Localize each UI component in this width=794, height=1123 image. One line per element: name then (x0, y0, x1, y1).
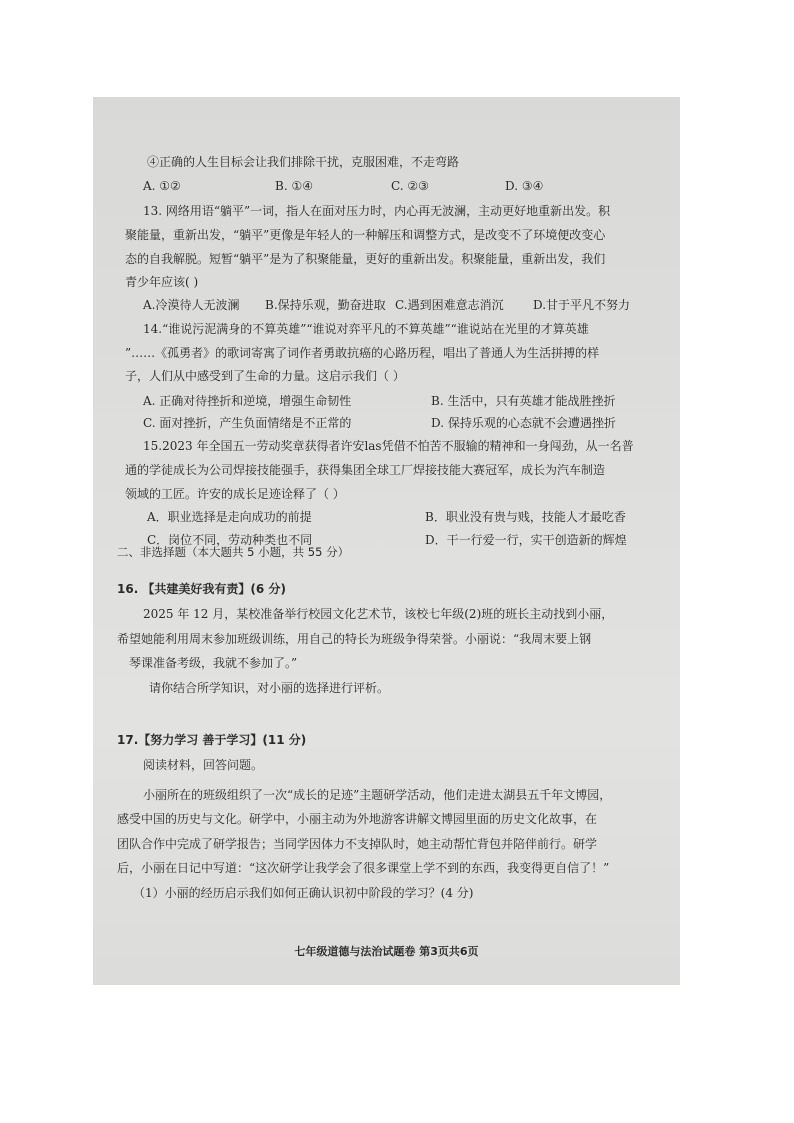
q12-option-c: C. ②③ (391, 179, 429, 193)
q15-option-a: A．职业选择是走向成功的前提 (147, 510, 312, 524)
q15-line-2: 通的学徒成长为公司焊接技能强手，获得集团全球工厂焊接技能大赛冠军，成长为汽车制造 (125, 463, 606, 477)
q14-option-b: B. 生活中，只有英雄才能战胜挫折 (431, 394, 616, 408)
q16-line-3: 琴课准备考级，我就不参加了。” (129, 656, 298, 670)
q17-intro: 阅读材料，回答问题。 (143, 758, 264, 772)
q17-subquestion-1: （1）小丽的经历启示我们如何正确认识初中阶段的学习？(4 分) (133, 886, 474, 900)
q17-title: 17.【努力学习 善于学习】(11 分) (117, 733, 307, 747)
q13-option-a: A.冷漠待人无波澜 (143, 298, 240, 312)
q14-option-d: D. 保持乐观的心态就不会遭遇挫折 (431, 416, 616, 430)
q13-option-b: B.保持乐观，勤奋进取 (265, 298, 386, 312)
q13-line-2: 聚能量，重新出发，“躺平”更像是年轻人的一种解压和调整方式，是改变不了环境便改变心 (125, 228, 606, 242)
q14-option-c: C. 面对挫折，产生负面情绪是不正常的 (143, 416, 352, 430)
q13-option-d: D.甘于平凡不努力 (533, 298, 631, 312)
q15-line-3: 领域的工匠。许安的成长足迹诠释了（ ） (125, 487, 345, 501)
q15-option-b: B．职业没有贵与贱，技能人才最吃香 (425, 510, 626, 524)
q13-option-c: C.遇到困难意志消沉 (395, 298, 504, 312)
q14-option-a: A. 正确对待挫折和逆境，增强生命韧性 (143, 394, 352, 408)
q14-line-1: 14.“谁说污泥满身的不算英雄”“谁说对弈平凡的不算英雄”“谁说站在光里的才算英雄 (143, 322, 589, 336)
q13-line-4: 青少年应该( ) (125, 275, 199, 289)
exam-sheet (93, 97, 680, 985)
q14-line-3: 子，人们从中感受到了生命的力量。这启示我们（ ） (125, 369, 405, 383)
q13-line-1: 13. 网络用语“躺平”一词，指人在面对压力时，内心再无波澜，主动更好地重新出发。积 (143, 204, 611, 218)
q16-line-1: 2025 年 12 月，某校准备举行校园文化艺术节，该校七年级(2)班的班长主动找到小丽， (143, 607, 614, 621)
q16-title: 16. 【共建美好我有责】(6 分) (117, 582, 286, 596)
q12-option-a: A. ①② (143, 179, 181, 193)
q12-statement-4: ④正确的人生目标会让我们排除干扰，克服困难，不走弯路 (147, 155, 460, 169)
q12-option-d: D. ③④ (505, 179, 544, 193)
section-2-heading: 二、非选择题（本大题共 5 小题，共 55 分） (117, 545, 350, 559)
q15-option-d: D．干一行爱一行，实干创造新的辉煌 (425, 533, 627, 547)
q15-line-1: 15.2023 年全国五一劳动奖章获得者许安las凭借不怕苦不服输的精神和一身闯劲，从一名普 (143, 439, 634, 453)
q15-option-c: C．岗位不同，劳动种类也不同 (147, 533, 313, 547)
q17-line-2: 感受中国的历史与文化。研学中，小丽主动为外地游客讲解文博园里面的历史文化故事，在 (117, 812, 598, 826)
q17-line-1: 小丽所在的班级组织了一次“成长的足迹”主题研学活动，他们走进太湖县五千年文博园， (143, 788, 612, 802)
q13-line-3: 态的自我解脱。短暂“躺平”是为了积聚能量，更好的重新出发。积聚能量，重新出发，我们 (125, 252, 606, 266)
page-footer: 七年级道德与法治试题卷 第3页共6页 (294, 945, 479, 958)
q17-line-4: 后，小丽在日记中写道：“这次研学让我学会了很多课堂上学不到的东西，我变得更自信了！” (117, 861, 610, 875)
q14-line-2: ”……《孤勇者》的歌词寄寓了词作者勇敢抗癌的心路历程，唱出了普通人为生活拼搏的样 (125, 346, 600, 360)
q16-line-4: 请你结合所学知识，对小丽的选择进行评析。 (149, 681, 390, 695)
q17-line-3: 团队合作中完成了研学报告；当同学因体力不支掉队时，她主动帮忙背包并陪伴前行。研学 (117, 837, 598, 851)
q16-line-2: 希望她能利用周末参加班级训练，用自己的特长为班级争得荣誉。小丽说：“我周末要上钢 (117, 632, 592, 646)
exam-page-photo (93, 97, 680, 985)
q12-option-b: B. ①④ (275, 179, 313, 193)
